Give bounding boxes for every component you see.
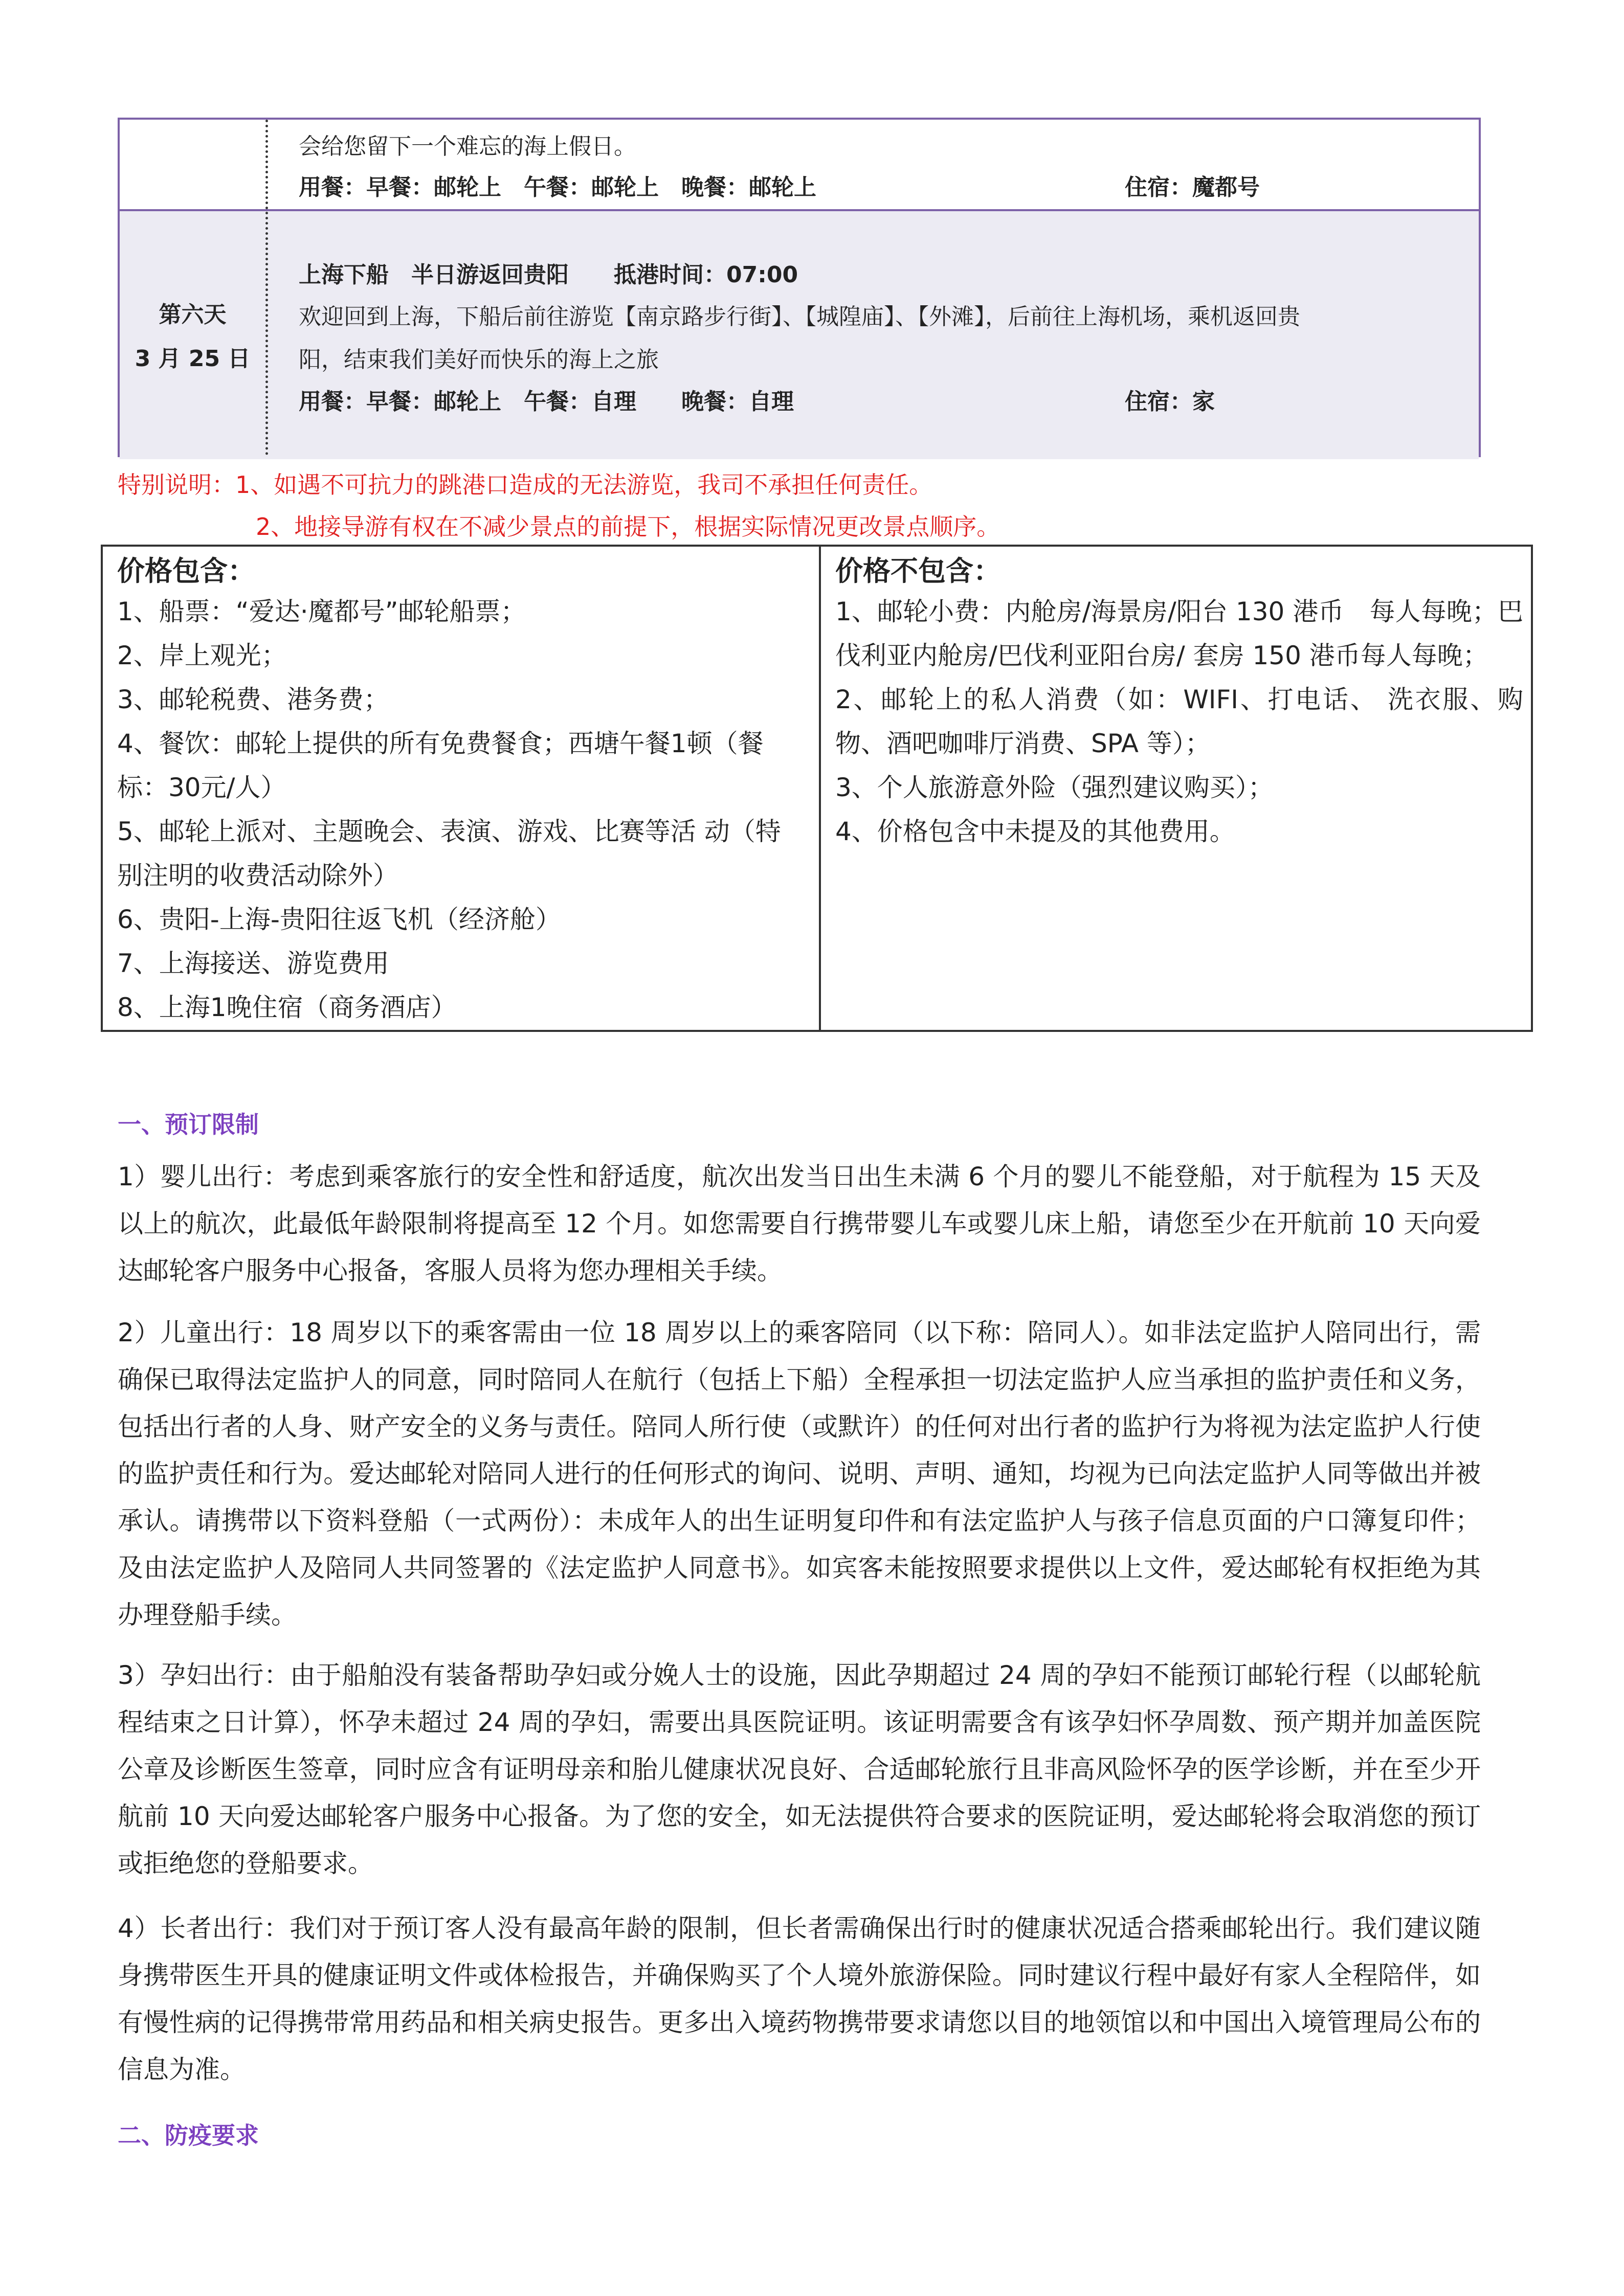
section-title-booking: 一、预订限制 bbox=[118, 1111, 259, 1138]
section-title-epidemic: 二、防疫要求 bbox=[118, 2122, 259, 2149]
price-table-divider bbox=[819, 547, 821, 1030]
included-item: 7、上海接送、游览费用 bbox=[117, 949, 389, 978]
lodging-info: 住宿：魔都号 bbox=[1125, 174, 1260, 200]
meal-info: 用餐：早餐：邮轮上 午餐：邮轮上 晚餐：邮轮上 bbox=[299, 174, 816, 200]
paragraph-child: 2）儿童出行：18 周岁以下的乘客需由一位 18 周岁以上的乘客陪同（以下称：陪同人）。如非法定监护人陪同出行，需确保已取得法定监护人的同意，同时陪同人在航行（包括上下船）全程承担一切法定监护人应当承担的监护责任和义务，包括出行者的人身、财产安全的义务与责任。陪同人所行使（或默许）的任何对出行者的监护行为将视为法定监护人行使的监护责任和行为。爱达邮轮对陪同人进行的任何形式的询问、说明、声明、通知，均视为已向法定监护人同等做出并被承认。请携带以下资料登船（一式两份）：未成年人的出生证明复印件和有法定监护人与孩子信息页面的户口簿复印件；及由法定监护人及陪同人共同签署的《法定监护人同意书》。如宾客未能按照要求提供以上文件，爱达邮轮有权拒绝为其办理登船手续。 bbox=[118, 1318, 1481, 1630]
itinerary-row-day6 bbox=[120, 209, 1479, 459]
day-description-continuation: 会给您留下一个难忘的海上假日。 bbox=[299, 133, 636, 160]
meal-info: 用餐：早餐：邮轮上 午餐：自理 晚餐：自理 bbox=[299, 389, 794, 415]
included-item: 1、船票：“爱达·魔都号”邮轮船票； bbox=[117, 597, 526, 626]
day-description-line1: 欢迎回到上海，下船后前往游览【南京路步行街】、【城隍庙】、【外滩】，后前往上海机场，乘机返回贵 bbox=[299, 304, 1300, 330]
price-included-title: 价格包含： bbox=[117, 555, 255, 587]
dotted-divider bbox=[265, 120, 268, 455]
excluded-item: 2、邮轮上的私人消费（如：WIFI、打电话、 洗衣服、购物、酒吧咖啡厅消费、SPA 等）； bbox=[835, 685, 1523, 758]
excluded-item: 4、价格包含中未提及的其他费用。 bbox=[835, 817, 1235, 846]
included-item: 6、贵阳-上海-贵阳往返飞机（经济舱） bbox=[117, 905, 561, 934]
included-item: 3、邮轮税费、港务费； bbox=[117, 685, 389, 714]
included-item: 2、岸上观光； bbox=[117, 641, 287, 670]
paragraph-elderly: 4）长者出行：我们对于预订客人没有最高年龄的限制，但长者需确保出行时的健康状况适合搭乘邮轮出行。我们建议随身携带医生开具的健康证明文件或体检报告，并确保购买了个人境外旅游保险。同时建议行程中最好有家人全程陪伴，如有慢性病的记得携带常用药品和相关病史报告。更多出入境药物携带要求请您以目的地领馆以和中国出入境管理局公布的信息为准。 bbox=[118, 1914, 1481, 2084]
excluded-item: 3、个人旅游意外险（强烈建议购买）； bbox=[835, 773, 1274, 802]
included-item: 5、邮轮上派对、主题晚会、表演、游戏、比赛等活 动（特别注明的收费活动除外） bbox=[117, 817, 781, 890]
price-excluded-column bbox=[835, 547, 1523, 853]
paragraph-pregnant: 3）孕妇出行：由于船舶没有装备帮助孕妇或分娩人士的设施，因此孕期超过 24 周的孕妇不能预订邮轮行程（以邮轮航程结束之日计算），怀孕未超过 24 周的孕妇，需要出具医院证明。该证明需要含有该孕妇怀孕周数、预产期并加盖医院公章及诊断医生签章，同时应含有证明母亲和胎儿健康状况良好、合适邮轮旅行且非高风险怀孕的医学诊断，并在至少开航前 10 天向爱达邮轮客户服务中心报备。为了您的安全，如无法提供符合要求的医院证明，爱达邮轮将会取消您的预订或拒绝您的登船要求。 bbox=[118, 1660, 1481, 1878]
day-title: 上海下船 半日游返回贵阳 抵港时间：07:00 bbox=[299, 262, 798, 288]
paragraph-infant: 1）婴儿出行：考虑到乘客旅行的安全性和舒适度，航次出发当日出生未满 6 个月的婴儿不能登船，对于航程为 15 天及以上的航次，此最低年龄限制将提高至 12 个月。如您需要自行携带婴儿车或婴儿床上船，请您至少在开航前 10 天向爱达邮轮客户服务中心报备，客服人员将为您办理相关手续。 bbox=[118, 1162, 1481, 1286]
lodging-info: 住宿：家 bbox=[1125, 389, 1215, 415]
price-included-column bbox=[117, 547, 805, 1029]
day-label: 第六天 bbox=[159, 302, 227, 328]
excluded-item: 1、邮轮小费：内舱房/海景房/阳台 130 港币 每人每晚；巴伐利亚内舱房/巴伐利亚阳台房/ 套房 150 港币每人每晚； bbox=[835, 597, 1523, 670]
special-note-line1: 特别说明：1、如遇不可抗力的跳港口造成的无法游览，我司不承担任何责任。 bbox=[118, 471, 933, 499]
day-date: 3 月 25 日 bbox=[135, 346, 251, 372]
itinerary-row-day5-end bbox=[120, 120, 1479, 209]
included-item: 4、餐饮：邮轮上提供的所有免费餐食；西塘午餐1顿（餐标：30元/人） bbox=[117, 729, 764, 802]
day-description-line2: 阳，结束我们美好而快乐的海上之旅 bbox=[299, 347, 659, 373]
itinerary-table bbox=[118, 118, 1481, 457]
special-note-line2: 2、地接导游有权在不减少景点的前提下，根据实际情况更改景点顺序。 bbox=[256, 513, 1000, 541]
price-excluded-title: 价格不包含： bbox=[835, 555, 1001, 587]
price-table bbox=[101, 545, 1533, 1032]
included-item: 8、上海1晚住宿（商务酒店） bbox=[117, 993, 457, 1022]
